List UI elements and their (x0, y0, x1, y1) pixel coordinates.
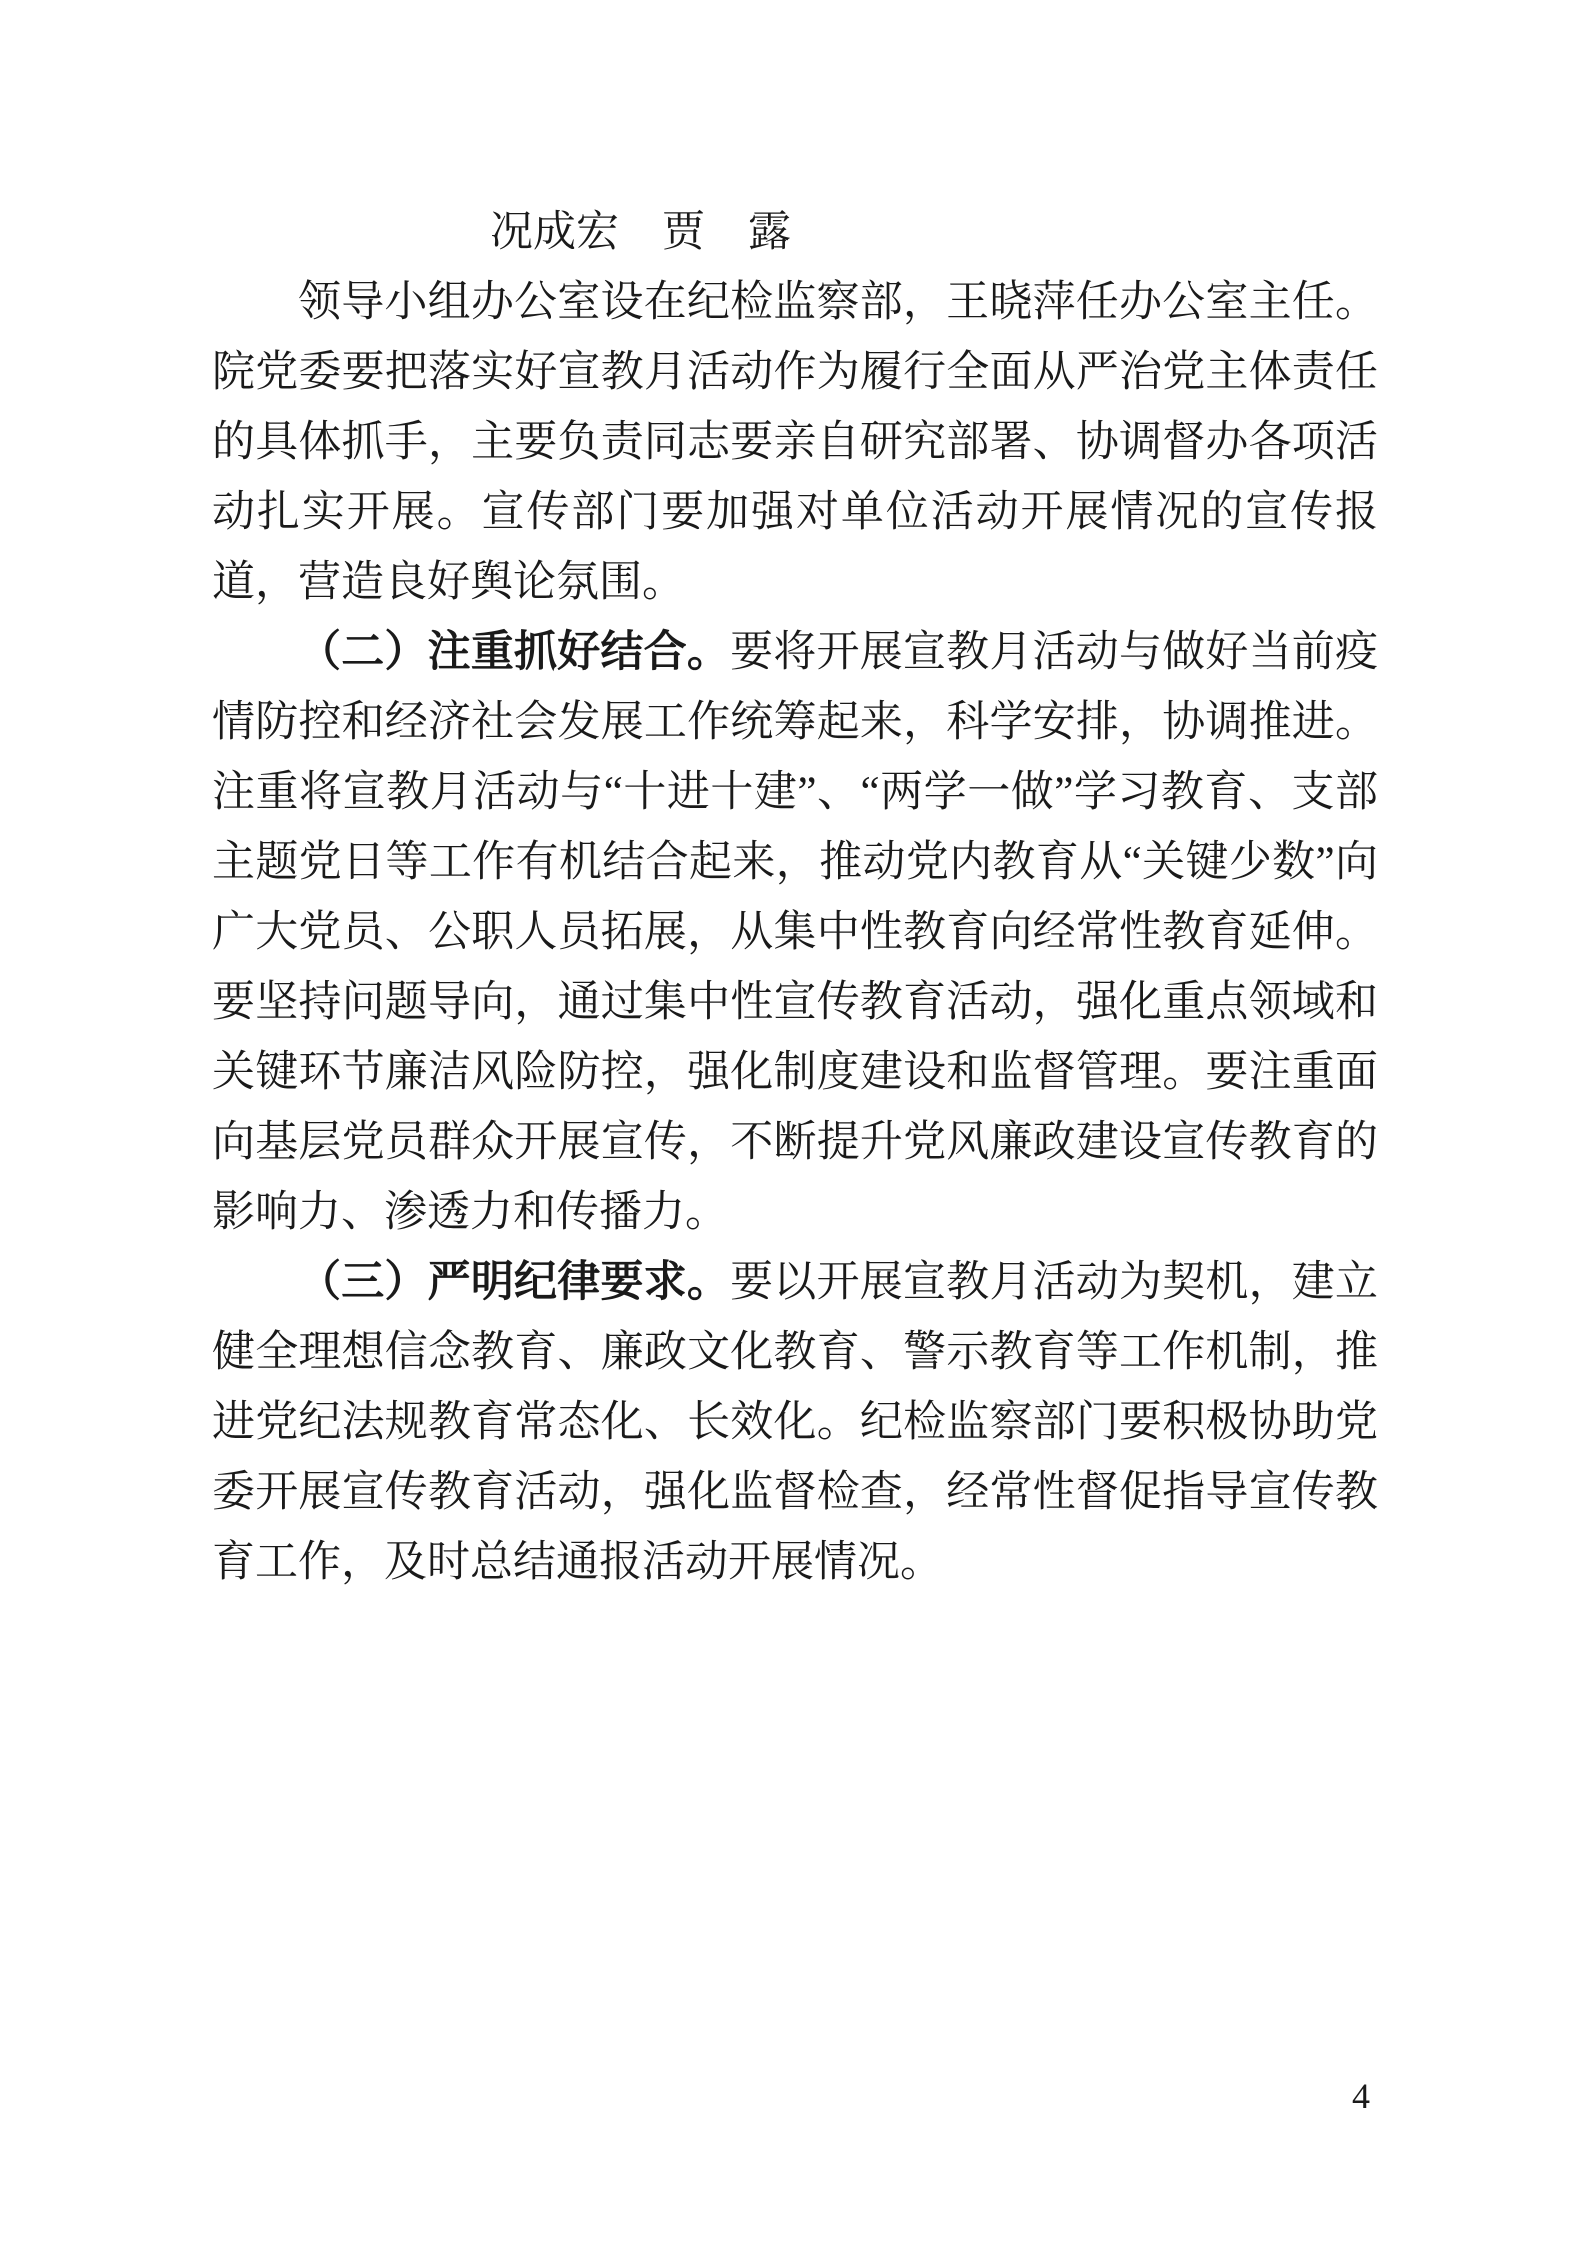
paragraph (212, 618, 1378, 1248)
text-run: 况成宏 贾 露 (490, 209, 791, 256)
bold-text-run: （二）注重抓好结合。 (298, 629, 731, 676)
paragraph (212, 268, 1378, 618)
text-run: 要将开展宣教月活动与做好当前疫情防控和经济社会发展工作统筹起来，科学安排，协调推进。注重将宣教月活动与“十进十建”、“两学一做”学习教育、支部主题党日等工作有机结合起来，推动党内教育从“关键少数”向广大党员、公职人员拓展，从集中性教育向经常性教育延伸。要坚持问题导向，通过集中性宣传教育活动，强化重点领域和关键环节廉洁风险防控，强化制度建设和监督管理。要注重面向基层党员群众开展宣传，不断提升党风廉政建设宣传教育的影响力、渗透力和传播力。 (212, 629, 1379, 1236)
page-number: 4 (1352, 2076, 1370, 2116)
paragraph (212, 1248, 1378, 1598)
bold-text-run: （三）严明纪律要求。 (298, 1259, 731, 1306)
text-run: 要以开展宣教月活动为契机，建立健全理想信念教育、廉政文化教育、警示教育等工作机制，推进党纪法规教育常态化、长效化。纪检监察部门要积极协助党委开展宣传教育活动，强化监督检查，经常性督促指导宣传教育工作，及时总结通报活动开展情况。 (212, 1259, 1379, 1586)
paragraph (212, 198, 1378, 268)
text-run: 领导小组办公室设在纪检监察部，王晓萍任办公室主任。院党委要把落实好宣教月活动作为履行全面从严治党主体责任的具体抓手，主要负责同志要亲自研究部署、协调督办各项活动扎实开展。宣传部门要加强对单位活动开展情况的宣传报道，营造良好舆论氛围。 (212, 279, 1378, 606)
document-body (212, 198, 1378, 1598)
